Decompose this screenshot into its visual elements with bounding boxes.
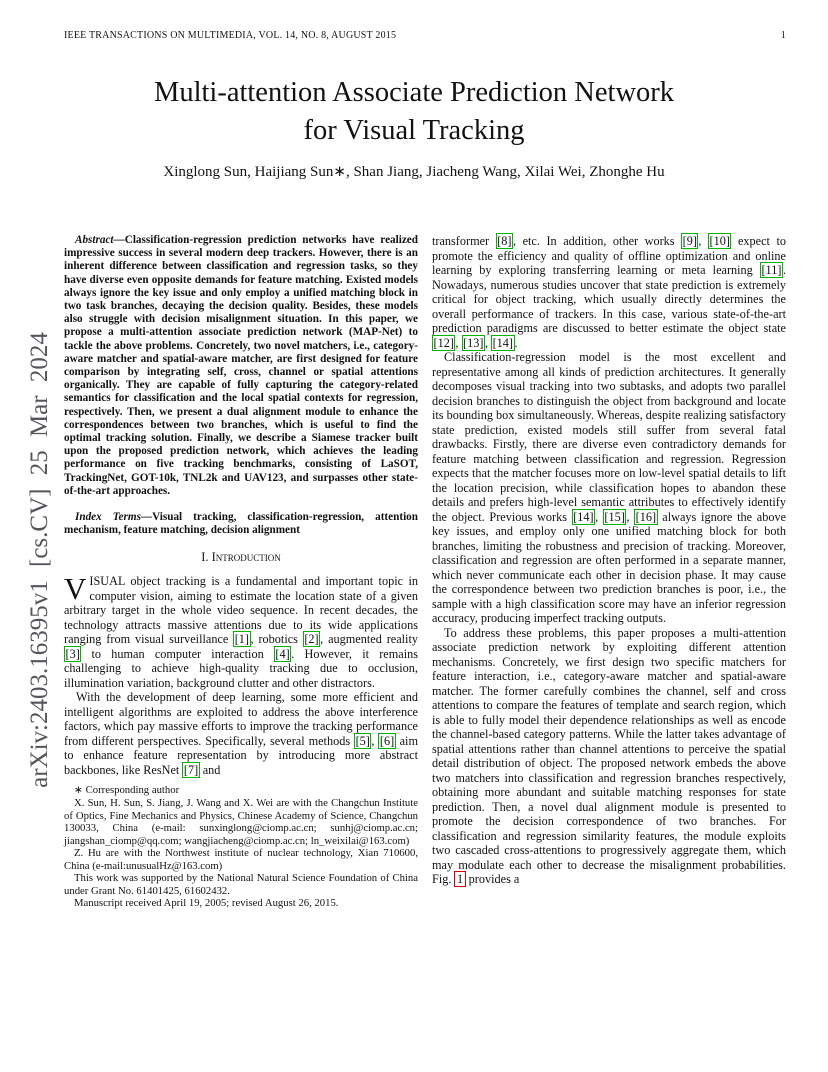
citation-link[interactable]: [10] [709, 234, 730, 248]
intro-paragraph-4: Classification-regression model is the most excellent and representative among all kinds of prediction architectures. It generally decomposes visual tracking into two subtasks, and adopts two parallel decision branches to distinguish the object from background and locate its bounding box simultaneously. Whereas, despite realizing satisfactory state prediction, existed models still suffer from several fatal drawbacks. Firstly, there are diverse even contradictory demands for feature matching between classification and regression. Regression expects that the matcher focuses more on low-level spatial details to lift the location precision, while classification hopes to abandon these details and prefers high-level semantic attributes to effectively identify the object. Previous works [14] , [15] , [16] always ignore the above key issues, and employ only one unified matching block for both branches, limiting the robustness and precision of tracking. Moreover, classification and regression are often performed in a separate manner, which never communicate each other in decision phase. It may cause the correspondence between two prediction branches is poor, i.e., the sample with a high classification score may have an inferior regression accuracy, producing imperfect tracking outputs. [432, 350, 787, 625]
index-terms-text: —Visual tracking, classification-regression, attention mechanism, feature matching, decision alignment [64, 511, 418, 537]
citation-link[interactable]: [16] [635, 509, 657, 524]
citation-link[interactable]: [1] [234, 632, 250, 647]
intro-paragraph-1-text: ISUAL object tracking is a fundamental and important topic in computer vision, aiming to estimate the location state of a given arbitrary target in the whole video sequence. In recent decades, the technology attracts massive attentions due to its wide applications ranging from visual surveillance [1] , robotics [2] , augmented reality [3] to human computer interaction [4] . However, it remains challenging to achieve high-quality tracking due to occlusion, illumination variation, background clutter and other distractors. [64, 574, 418, 690]
footnote-corresponding-author: ∗ Corresponding author [74, 784, 180, 797]
citation-link[interactable]: [12] [433, 335, 454, 350]
abstract-label: Abstract [75, 234, 114, 246]
footnote-affiliation-2: Z. Hu are with the Northwest institute of nuclear technology, Xian 710600, China (e-mail:unusualHz@163.com) [64, 847, 418, 872]
citation-link[interactable]: [14] [573, 509, 594, 524]
citation-link[interactable]: [4] [275, 646, 290, 661]
citation-link[interactable]: [5] [355, 733, 370, 748]
left-column [64, 234, 418, 910]
authors-line: Xinglong Sun, Haijiang Sun∗, Shan Jiang, Jiacheng Wang, Xilai Wei, Zhonghe Hu [163, 164, 665, 180]
right-column [432, 234, 786, 910]
citation-link[interactable]: [6] [379, 733, 395, 748]
citation-link[interactable]: [2] [304, 632, 319, 647]
intro-paragraph-2: With the development of deep learning, some more efficient and intelligent algorithms are exploited to address the above interference factors, which pay massive efforts to improve the tracking performance from different perspectives. Specifically, several methods [5] , [6] aim to enhance feature representation by introducing more abstract backbones, like ResNet [7] and [64, 690, 418, 777]
paper-title [0, 74, 828, 150]
footnote-manuscript: Manuscript received April 19, 2005; revised August 26, 2015. [74, 897, 339, 910]
intro-paragraph-5: To address these problems, this paper proposes a multi-attention associate prediction network by exploiting different attention mechanisms. Concretely, we first design two specific matchers for feature interaction, i.e., category-aware matcher and spatial-aware matcher. The former carefully combines the channel, self and cross attentions to compare the features of template and search region, which is able to fully model their dependence relationships as well as encode the channel-based category patterns. While the latter takes advantage of spatial attentions rather than channel attentions to perceive the spatial detail distribution of object. The proposed network embeds the above two matchers into classification and regression branches respectively, obtaining more abundant and suitable matching responses for state prediction. Then, a novel dual alignment module is presented to promote the decision correspondence of two branches. For classification and regression similarity features, the module exploits two cascaded cross-attentions to progressively aggregate them, which may modulate each other to decrease the misalignment probabilities. Fig. 1 provides a [432, 625, 786, 886]
drop-cap: V [64, 571, 87, 607]
footnote-affiliation-1: X. Sun, H. Sun, S. Jiang, J. Wang and X. Wei are with the Changchun Institute of Optics, Fine Mechanics and Physics, Chinese Academy of Science, Changchun 130033, China (e-mail: sunxinglong@ciomp.ac.cn; sunhj@ciomp.ac.cn; jiangshan_ciomp@qq.com; wangjiacheng@ciomp.ac.cn; ln_weixilai@163.com) [64, 797, 418, 847]
citation-link[interactable]: [13] [463, 335, 484, 350]
index-terms-label: Index Terms [75, 511, 141, 524]
section-heading-introduction: I. Introduction [201, 550, 281, 565]
citation-link[interactable]: [3] [65, 646, 80, 661]
intro-paragraph-1 [64, 571, 418, 690]
citation-link[interactable]: [11] [761, 263, 782, 277]
index-terms-paragraph [64, 511, 418, 537]
footnotes-block [64, 784, 418, 909]
citation-link[interactable]: [9] [682, 234, 697, 248]
paper-title-line2: for Visual Tracking [303, 115, 525, 146]
page-number: 1 [780, 30, 786, 41]
intro-paragraph-3: transformer [8] , etc. In addition, other works [9] , [10] expect to promote the efficiency and quality of offline optimization and online learning by exploring transferring learning or meta learning [11] . Nowadays, numerous studies uncover that state prediction is extremely critical for object tracking, which usually directly determines the overall performance of trackers. In this case, various state-of-the-art prediction paradigms are discussed to better estimate the object state [12] , [13] , [14] . [432, 234, 787, 350]
citation-link[interactable]: [8] [497, 234, 512, 248]
citation-link[interactable]: [7] [183, 762, 199, 777]
citation-link[interactable]: [14] [492, 335, 514, 350]
two-column-body [64, 234, 786, 910]
paper-title-line1: Multi-attention Associate Prediction Network [153, 77, 675, 108]
page-header [64, 30, 786, 41]
citation-link[interactable]: [15] [604, 509, 625, 524]
journal-header: IEEE TRANSACTIONS ON MULTIMEDIA, VOL. 14, NO. 8, AUGUST 2015 [64, 30, 397, 41]
abstract-text: —Classification-regression prediction networks have realized impressive success in several modern deep trackers. However, there is an inherent difference between classification and regression tasks, so they have diverse even opposite demands for feature matching. Existed models always ignore the key issue and only employ a unified matching block in two task branches, decaying the decision quality. Besides, these models also struggle with decision misalignment situation. In this paper, we propose a multi-attention associate prediction network (MAP-Net) to tackle the above problems. Concretely, two novel matchers, i.e., category-aware matcher and spatial-aware matcher, are first designed for feature comparison by integrating self, cross, channel or spatial attentions organically. They are capable of fully capturing the category-related semantics for classification and the local spatial contexts for regression, respectively. Then, we present a dual alignment module to enhance the correspondences between two branches, which is useful to find the optimal tracking solution. Finally, we describe a Siamese tracker built upon the proposed prediction network, which achieves the leading performance on five tracking benchmarks, consisting of LaSOT, TrackingNet, GOT-10k, TNL2k and UAV123, and surpasses other state-of-the-art approaches. [64, 234, 418, 497]
figure-reference-link[interactable]: 1 [454, 871, 465, 887]
footnote-funding: This work was supported by the National Natural Science Foundation of China under Grant No. 61401425, 61602432. [64, 872, 418, 897]
arxiv-watermark: arXiv:2403.16395v1 [cs.CV] 25 Mar 2024 [26, 332, 53, 788]
abstract-paragraph [64, 234, 418, 498]
